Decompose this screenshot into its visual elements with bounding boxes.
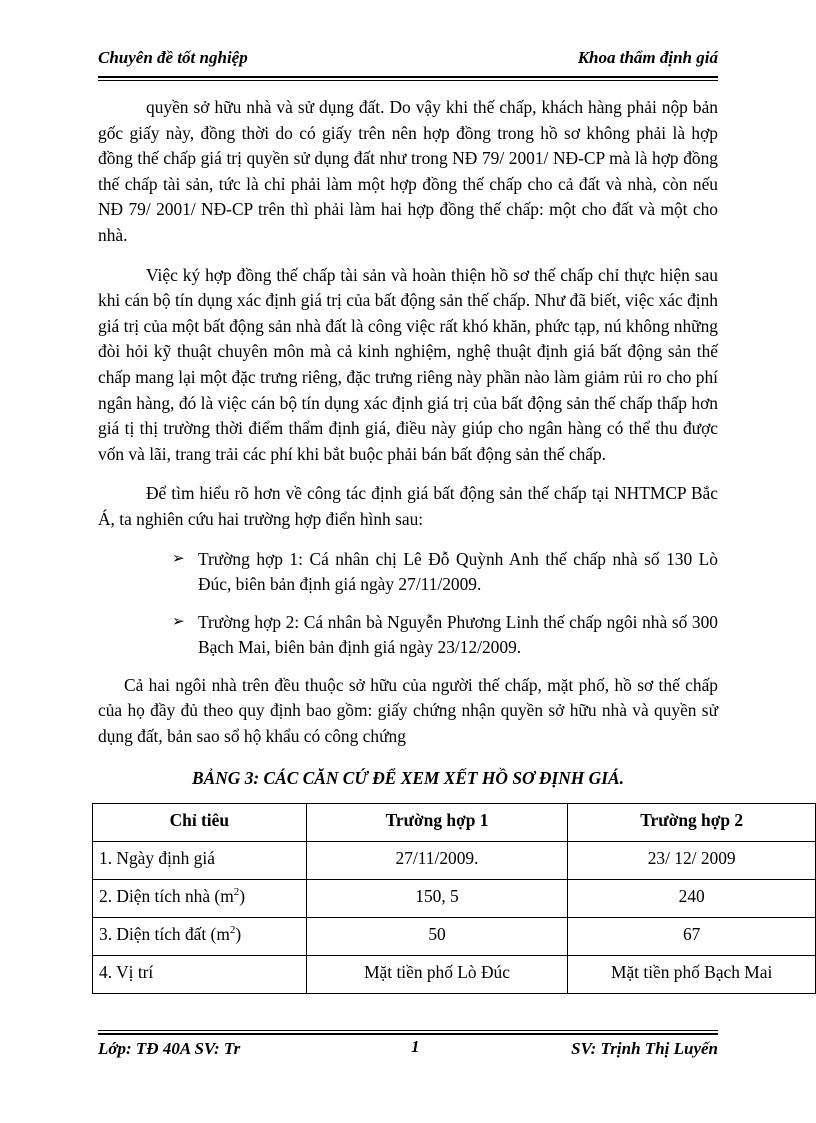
header-rule-thin: [98, 80, 718, 81]
table-row: [93, 918, 816, 956]
col-header-case-2: Trường hợp 2: [568, 804, 816, 842]
case-2-value: Mặt tiền phố Bạch Mai: [568, 956, 816, 994]
paragraph-4: Cả hai ngôi nhà trên đều thuộc sở hữu của người thế chấp, mặt phố, hồ sơ thế chấp của họ đầy đủ theo quy định bao gồm: giấy chứng nhận quyền sở hữu nhà và quyền sử dụng đất, bản sao sổ hộ khẩu có công chứng: [98, 674, 718, 747]
paragraph-1: quyền sở hữu nhà và sử dụng đất. Do vậy khi thế chấp, khách hàng phải nộp bản gốc giấy này, đồng thời do có giấy trên nên hợp đồng trong hồ sơ không phải là hợp đồng thế chấp giá trị quyền sử dụng đất như trong NĐ 79/ 2001/ NĐ-CP mà là hợp đồng thế chấp tài sản, tức là chỉ phải làm một hợp đồng thế chấp cho cả đất và nhà, còn nếu NĐ 79/ 2001/ NĐ-CP trên thì phải làm hai hợp đồng thế chấp: một cho đất và một cho nhà.: [98, 97, 718, 245]
arrow-bullet-icon: ➢: [172, 613, 185, 630]
col-header-criteria: Chỉ tiêu: [93, 804, 307, 842]
row-label-text: 4. Vị trí: [99, 962, 154, 982]
table-row: [93, 842, 816, 880]
case-1-value: Mặt tiền phố Lò Đúc: [306, 956, 568, 994]
list-item: [98, 547, 718, 598]
list-item: [98, 610, 718, 661]
case-2-value: 23/ 12/ 2009: [568, 842, 816, 880]
case-1-text: Trường hợp 1: Cá nhân chị Lê Đỗ Quỳnh Anh thế chấp nhà số 130 Lò Đúc, biên bản định giá ngày 27/11/2009.: [198, 548, 718, 595]
unit-superscript: 2: [229, 924, 236, 937]
case-1-value: 150, 5: [306, 880, 568, 918]
row-label: [93, 918, 307, 956]
header-faculty: Khoa thẩm định giá: [577, 48, 718, 67]
footer-rule: [98, 1033, 718, 1035]
table-header-row: [93, 804, 816, 842]
footer-rule-thin: [98, 1030, 718, 1031]
row-label-suffix: ): [239, 886, 246, 906]
paragraph-2: Việc ký hợp đồng thế chấp tài sản và hoàn thiện hồ sơ thế chấp chỉ thực hiện sau khi cán bộ tín dụng xác định giá trị của bất động sản thế chấp. Như đã biết, việc xác định giá trị của một bất động sản nhà đất là công việc rất khó khăn, phức tạp, nú không những đòi hỏi kỹ thuật chuyên môn mà cả kinh nghiệm, nghệ thuật định giá bất động sản thế chấp mang lại một đặc trưng riêng, đặc trưng riêng này phần nào làm giảm rủi ro cho phí ngân hàng, đó là việc cán bộ tín dụng xác định giá trị của bất động sản thế chấp thấp hơn giá tị thị trường thời điểm thẩm định giá, điều này giúp cho ngân hàng có thể thu được vốn và lãi, trang trải các phí khi bắt buộc phải bán bất động sản thế chấp.: [98, 264, 718, 464]
case-list: [98, 547, 718, 661]
arrow-bullet-icon: ➢: [172, 550, 185, 567]
case-2-value: 67: [568, 918, 816, 956]
footer-student: SV: Trịnh Thị Luyến: [571, 1039, 718, 1058]
case-1-value: 50: [306, 918, 568, 956]
row-label-suffix: ): [235, 924, 242, 944]
row-label-text: 2. Diện tích nhà (m: [99, 886, 234, 906]
table-row: [93, 880, 816, 918]
body-text: [98, 95, 718, 770]
case-2-value: 240: [568, 880, 816, 918]
row-label: [93, 880, 307, 918]
footer-class: Lớp: TĐ 40A SV: Tr: [98, 1039, 241, 1058]
case-1-value: 27/11/2009.: [306, 842, 568, 880]
page-footer: [98, 1039, 718, 1063]
table-title: BẢNG 3: CÁC CĂN CỨ ĐỂ XEM XẾT HỒ SƠ ĐỊNH GIÁ.: [192, 768, 624, 788]
row-label-text: 3. Diện tích đất (m: [99, 924, 230, 944]
paragraph-3: Để tìm hiểu rõ hơn về công tác định giá bất động sản thế chấp tại NHTMCP Bắc Á, ta nghiên cứu hai trường hợp điển hình sau:: [98, 483, 718, 529]
header-rule: [98, 76, 718, 78]
col-header-case-1: Trường hợp 1: [306, 804, 568, 842]
row-label: [93, 842, 307, 880]
case-2-text: Trường hợp 2: Cá nhân bà Nguyễn Phương Linh thế chấp ngôi nhà số 300 Bạch Mai, biên bản định giá ngày 23/12/2009.: [198, 611, 718, 658]
unit-superscript: 2: [233, 886, 240, 899]
page-number: 1: [411, 1037, 420, 1056]
criteria-table: [92, 803, 816, 994]
header-course-title: Chuyên đề tốt nghiệp: [98, 48, 248, 67]
row-label: [93, 956, 307, 994]
row-label-text: 1. Ngày định giá: [99, 848, 215, 868]
table-row: [93, 956, 816, 994]
page-header: [98, 48, 718, 74]
